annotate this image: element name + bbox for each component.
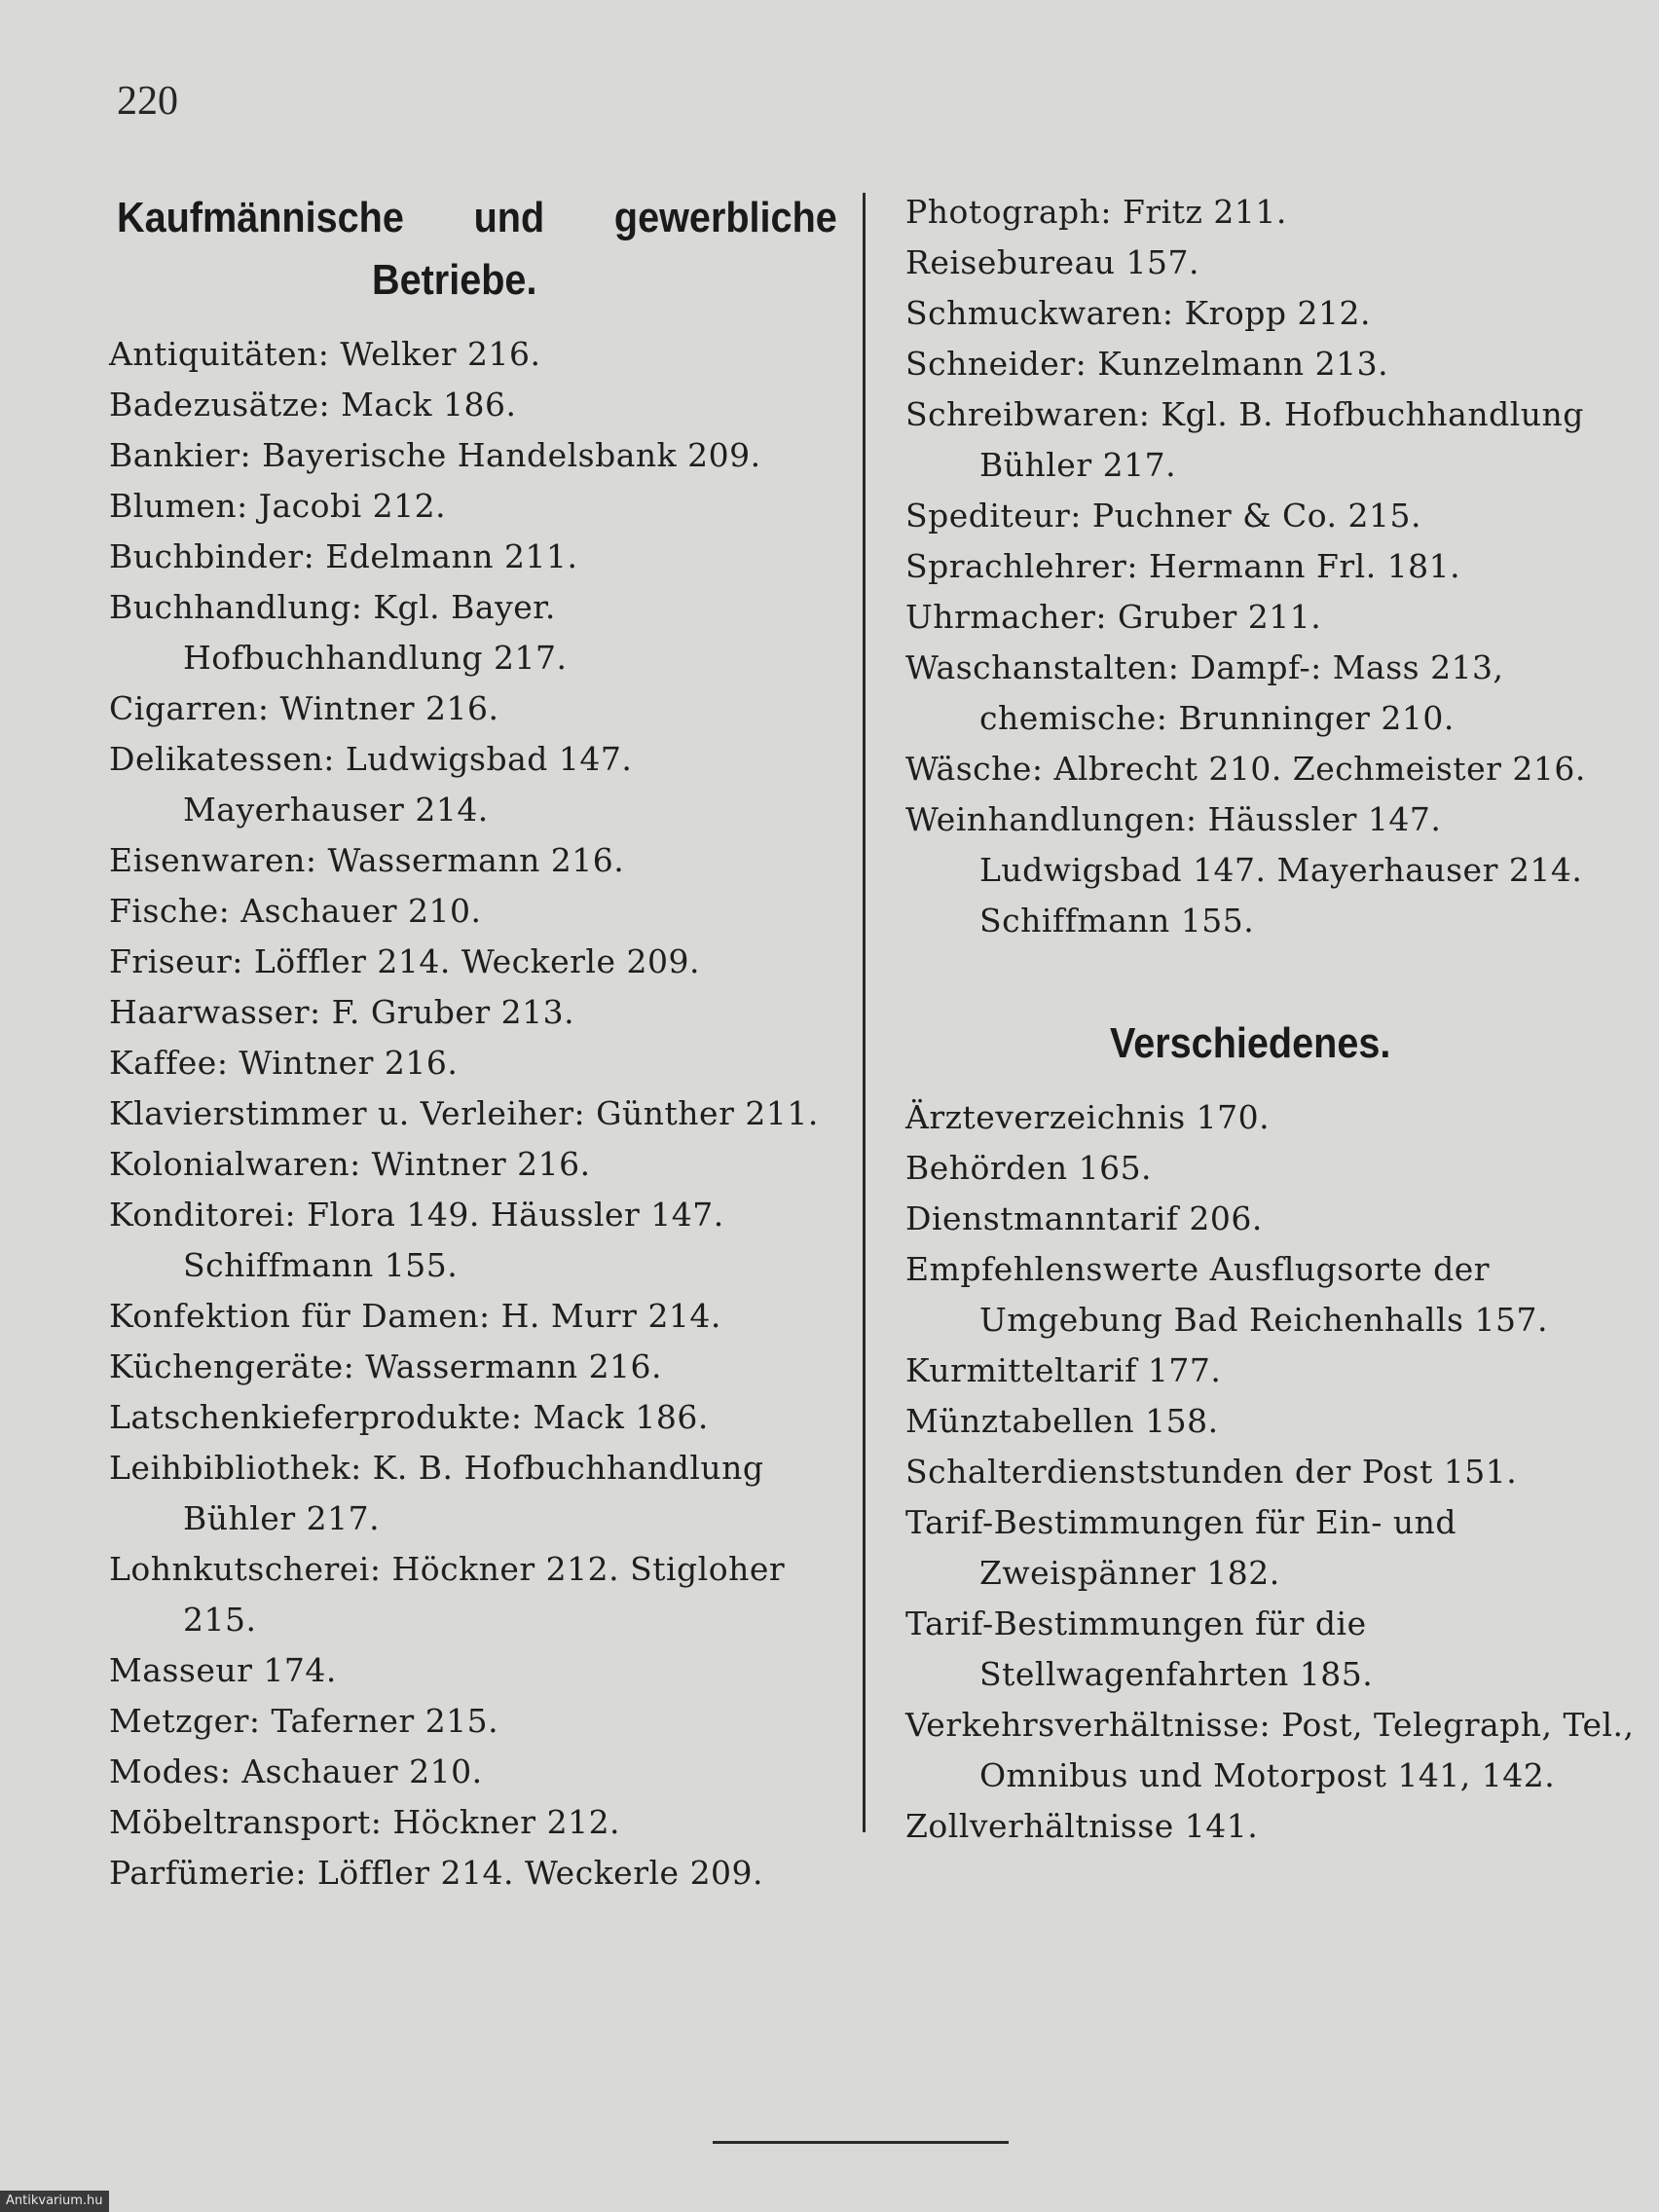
directory-entry: Kaffee: Wintner 216.	[109, 1044, 459, 1082]
section-heading-businesses-continued: Betriebe.	[372, 256, 537, 304]
directory-entry: Konditorei: Flora 149. Häussler 147. Schiffmann 155.	[109, 1196, 724, 1284]
directory-entry: Antiquitäten: Welker 216.	[109, 335, 541, 373]
directory-entry: Waschanstalten: Dampf-: Mass 213, chemische: Brunninger 210.	[905, 648, 1504, 737]
business-directory-list	[109, 329, 830, 1899]
directory-entry: Wäsche: Albrecht 210. Zechmeister 216.	[905, 750, 1586, 788]
page-number: 220	[117, 79, 178, 124]
directory-entry: Fische: Aschauer 210.	[109, 892, 482, 930]
directory-entry: Leihbibliothek: K. B. Hofbuchhandlung Bühler 217.	[109, 1449, 764, 1537]
misc-entry: Kurmitteltarif 177.	[905, 1351, 1222, 1389]
directory-entry: Badezusätze: Mack 186.	[109, 386, 517, 424]
directory-entry: Sprachlehrer: Hermann Frl. 181.	[905, 547, 1461, 585]
directory-entry: Klavierstimmer u. Verleiher: Günther 211.	[109, 1094, 819, 1132]
misc-entry: Behörden 165.	[905, 1149, 1153, 1187]
directory-entry: Lohnkutscherei: Höckner 212. Stigloher 215.	[109, 1550, 786, 1639]
misc-entry: Tarif-Bestimmungen für Ein- und Zweispänner 182.	[905, 1503, 1457, 1592]
directory-entry: Parfümerie: Löffler 214. Weckerle 209.	[109, 1854, 764, 1892]
directory-entry: Cigarren: Wintner 216.	[109, 689, 499, 727]
misc-entry: Zollverhältnisse 141.	[905, 1807, 1259, 1845]
misc-entry: Münztabellen 158.	[905, 1402, 1219, 1440]
directory-entry: Friseur: Löffler 214. Weckerle 209.	[109, 942, 700, 980]
directory-entry: Bankier: Bayerische Handelsbank 209.	[109, 436, 761, 474]
directory-entry: Buchbinder: Edelmann 211.	[109, 537, 578, 575]
directory-entry: Eisenwaren: Wassermann 216.	[109, 841, 625, 879]
directory-entry: Kolonialwaren: Wintner 216.	[109, 1145, 591, 1183]
directory-entry: Schmuckwaren: Kropp 212.	[905, 294, 1371, 332]
directory-entry: Photograph: Fritz 211.	[905, 193, 1287, 231]
business-directory-list-continued	[905, 187, 1638, 946]
directory-entry: Metzger: Taferner 215.	[109, 1702, 499, 1740]
directory-entry: Möbeltransport: Höckner 212.	[109, 1803, 621, 1841]
directory-entry: Latschenkieferprodukte: Mack 186.	[109, 1398, 709, 1436]
directory-entry: Uhrmacher: Gruber 211.	[905, 598, 1322, 636]
misc-entry: Tarif-Bestimmungen für die Stellwagenfahrten 185.	[905, 1604, 1374, 1693]
directory-entry: Schreibwaren: Kgl. B. Hofbuchhandlung Bühler 217.	[905, 395, 1584, 484]
misc-entry: Ärzteverzeichnis 170.	[905, 1098, 1271, 1136]
directory-entry: Delikatessen: Ludwigsbad 147. Mayerhauser 214.	[109, 740, 633, 829]
directory-entry: Blumen: Jacobi 212.	[109, 487, 447, 525]
directory-entry: Spediteur: Puchner & Co. 215.	[905, 497, 1421, 535]
directory-entry: Modes: Aschauer 210.	[109, 1752, 483, 1790]
directory-entry: Haarwasser: F. Gruber 213.	[109, 993, 575, 1031]
section-heading-miscellaneous: Verschiedenes.	[1110, 1019, 1391, 1067]
misc-entry: Empfehlenswerte Ausflugsorte der Umgebung Bad Reichenhalls 157.	[905, 1250, 1548, 1339]
directory-entry: Masseur 174.	[109, 1651, 337, 1689]
miscellaneous-list	[905, 1092, 1638, 1852]
directory-entry: Konfektion für Damen: H. Murr 214.	[109, 1297, 721, 1335]
misc-entry: Verkehrsverhältnisse: Post, Telegraph, Tel., Omnibus und Motorpost 141, 142.	[905, 1706, 1635, 1794]
misc-entry: Schalterdienststunden der Post 151.	[905, 1453, 1518, 1491]
misc-entry: Dienstmanntarif 206.	[905, 1199, 1263, 1237]
directory-entry: Schneider: Kunzelmann 213.	[905, 345, 1389, 383]
bottom-rule	[713, 2141, 1009, 2144]
directory-entry: Küchengeräte: Wassermann 216.	[109, 1347, 663, 1385]
directory-entry: Buchhandlung: Kgl. Bayer. Hofbuchhandlung 217.	[109, 588, 568, 677]
column-divider	[863, 193, 866, 1832]
directory-entry: Weinhandlungen: Häussler 147. Ludwigsbad 147. Mayerhauser 214. Schiffmann 155.	[905, 800, 1583, 940]
watermark: Antikvarium.hu	[0, 2191, 109, 2212]
directory-entry: Reisebureau 157.	[905, 243, 1199, 281]
section-heading-businesses: Kaufmännische und gewerbliche	[117, 194, 837, 241]
